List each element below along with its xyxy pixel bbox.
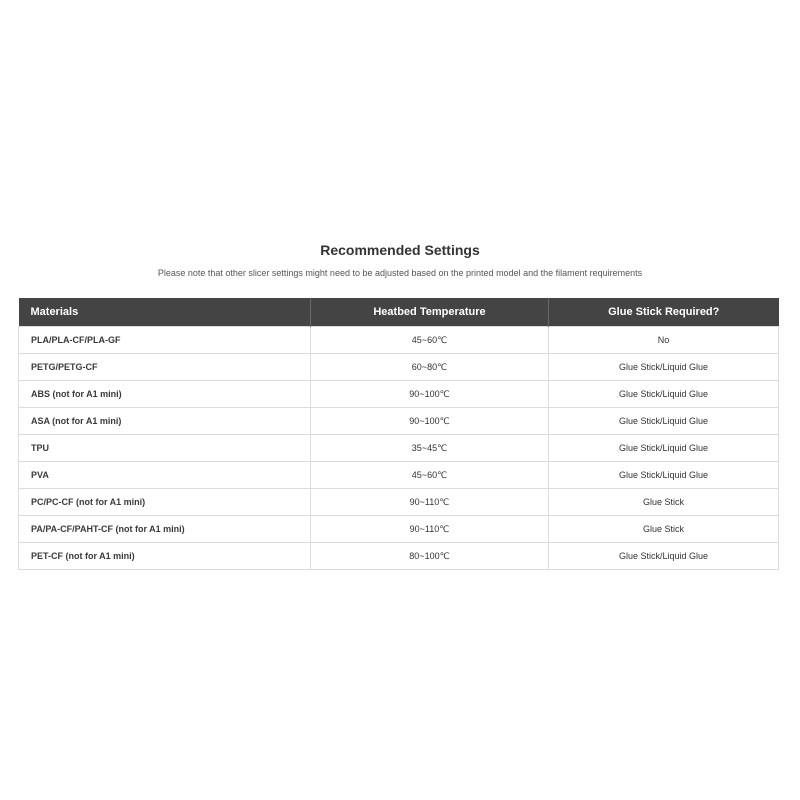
glue-cell: Glue Stick/Liquid Glue xyxy=(549,408,779,435)
glue-cell: Glue Stick xyxy=(549,489,779,516)
table-row xyxy=(19,543,779,570)
material-cell: PETG/PETG-CF xyxy=(19,354,311,381)
table-header-row xyxy=(19,298,779,327)
column-header-materials: Materials xyxy=(19,298,311,327)
temperature-cell: 45~60℃ xyxy=(311,327,549,354)
glue-cell: Glue Stick/Liquid Glue xyxy=(549,462,779,489)
temperature-cell: 45~60℃ xyxy=(311,462,549,489)
table-row xyxy=(19,327,779,354)
material-cell: PLA/PLA-CF/PLA-GF xyxy=(19,327,311,354)
material-cell: PVA xyxy=(19,462,311,489)
material-cell: PA/PA-CF/PAHT-CF (not for A1 mini) xyxy=(19,516,311,543)
column-header-glue-stick-required: Glue Stick Required? xyxy=(549,298,779,327)
temperature-cell: 90~100℃ xyxy=(311,408,549,435)
table-row xyxy=(19,408,779,435)
column-header-heatbed-temperature: Heatbed Temperature xyxy=(311,298,549,327)
material-cell: ABS (not for A1 mini) xyxy=(19,381,311,408)
material-cell: PC/PC-CF (not for A1 mini) xyxy=(19,489,311,516)
table-row xyxy=(19,462,779,489)
material-cell: ASA (not for A1 mini) xyxy=(19,408,311,435)
table-row xyxy=(19,435,779,462)
material-cell: PET-CF (not for A1 mini) xyxy=(19,543,311,570)
glue-cell: Glue Stick/Liquid Glue xyxy=(549,543,779,570)
temperature-cell: 90~100℃ xyxy=(311,381,549,408)
glue-cell: Glue Stick/Liquid Glue xyxy=(549,435,779,462)
settings-note: Please note that other slicer settings might need to be adjusted based on the printed model and the filament requirements xyxy=(157,268,643,278)
glue-cell: No xyxy=(549,327,779,354)
glue-cell: Glue Stick/Liquid Glue xyxy=(549,381,779,408)
temperature-cell: 60~80℃ xyxy=(311,354,549,381)
table-row xyxy=(19,354,779,381)
temperature-cell: 80~100℃ xyxy=(311,543,549,570)
glue-cell: Glue Stick xyxy=(549,516,779,543)
glue-cell: Glue Stick/Liquid Glue xyxy=(549,354,779,381)
temperature-cell: 90~110℃ xyxy=(311,489,549,516)
material-cell: TPU xyxy=(19,435,311,462)
table-row xyxy=(19,516,779,543)
table-row xyxy=(19,489,779,516)
table-row xyxy=(19,381,779,408)
temperature-cell: 35~45℃ xyxy=(311,435,549,462)
temperature-cell: 90~110℃ xyxy=(311,516,549,543)
recommended-settings-table xyxy=(18,298,779,570)
page-title: Recommended Settings xyxy=(320,242,480,258)
